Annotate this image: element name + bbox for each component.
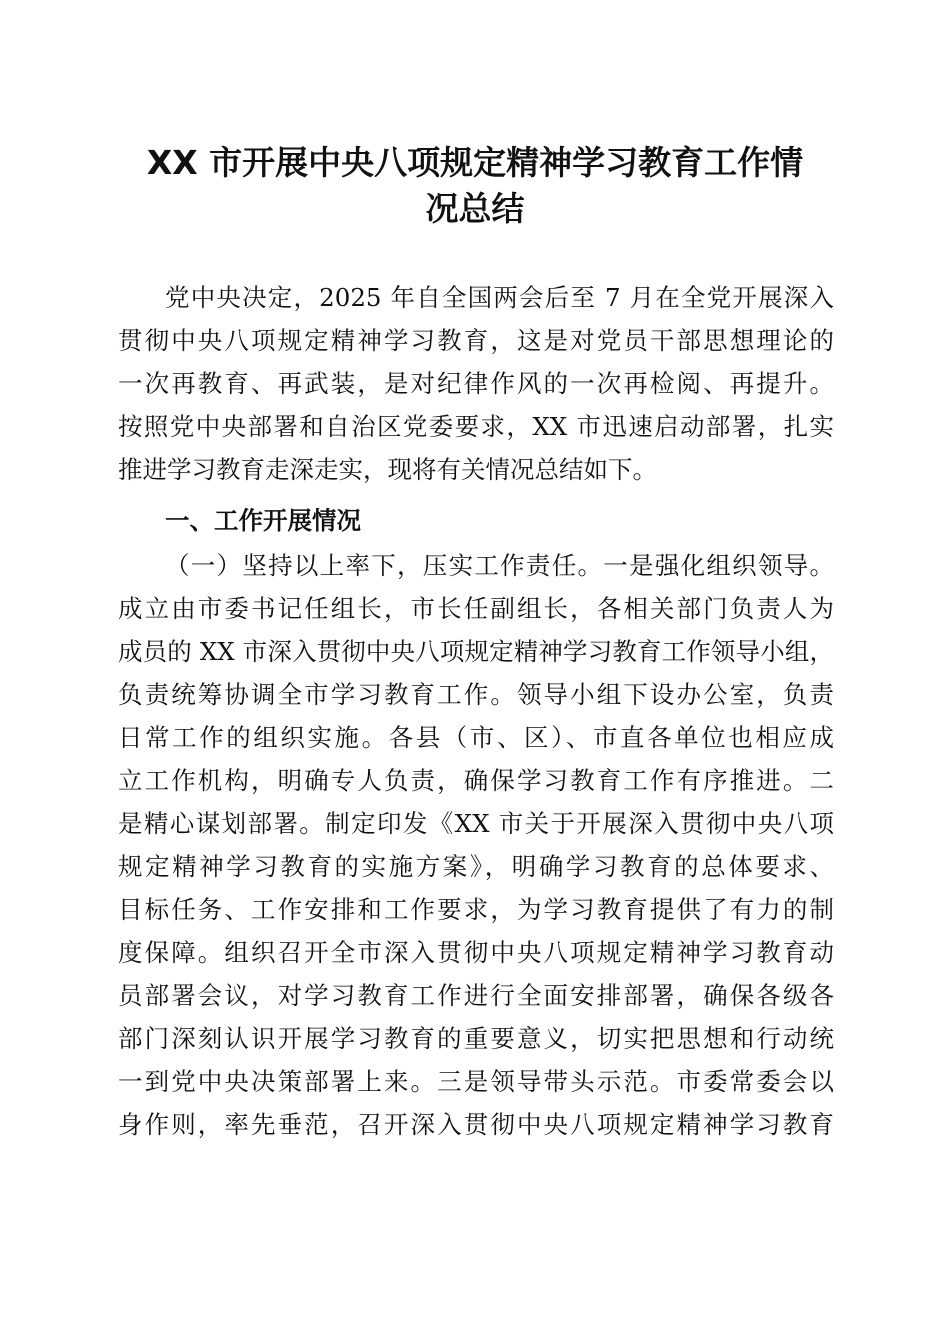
body-line: 日常工作的组织实施。各县（市、区）、市直各单位也相应成 <box>118 723 834 752</box>
intro-line: 党中央决定，2025 年自全国两会后至 7 月在全党开展深入 <box>165 283 834 312</box>
document-title-line-1: XX 市开展中央八项规定精神学习教育工作情 <box>146 143 804 182</box>
body-line: 立工作机构，明确专人负责，确保学习教育工作有序推进。二 <box>118 766 834 795</box>
body-line: 成员的 XX 市深入贯彻中央八项规定精神学习教育工作领导小组， <box>118 637 834 666</box>
body-line: 度保障。组织召开全市深入贯彻中央八项规定精神学习教育动 <box>118 938 834 967</box>
body-line: 员部署会议，对学习教育工作进行全面安排部署，确保各级各 <box>118 981 834 1010</box>
body-line: （一）坚持以上率下，压实工作责任。一是强化组织领导。 <box>165 551 834 580</box>
body-line: 部门深刻认识开展学习教育的重要意义，切实把思想和行动统 <box>118 1024 834 1053</box>
intro-line: 按照党中央部署和自治区党委要求，XX 市迅速启动部署，扎实 <box>118 412 834 441</box>
body-line: 规定精神学习教育的实施方案》，明确学习教育的总体要求、 <box>118 852 834 881</box>
intro-line: 贯彻中央八项规定精神学习教育，这是对党员干部思想理论的 <box>118 326 834 355</box>
intro-line: 一次再教育、再武装，是对纪律作风的一次再检阅、再提升。 <box>118 369 834 398</box>
intro-line: 推进学习教育走深走实，现将有关情况总结如下。 <box>118 455 657 484</box>
body-line: 负责统筹协调全市学习教育工作。领导小组下设办公室，负责 <box>118 680 834 709</box>
document-title-line-2: 况总结 <box>425 189 525 228</box>
body-line: 身作则，率先垂范，召开深入贯彻中央八项规定精神学习教育 <box>118 1110 834 1139</box>
body-line: 一到党中央决策部署上来。三是领导带头示范。市委常委会以 <box>118 1067 834 1096</box>
section-heading: 一、工作开展情况 <box>165 506 361 535</box>
body-line: 是精心谋划部署。制定印发《XX 市关于开展深入贯彻中央八项 <box>118 809 834 838</box>
body-line: 目标任务、工作安排和工作要求，为学习教育提供了有力的制 <box>118 895 834 924</box>
body-line: 成立由市委书记任组长，市长任副组长，各相关部门负责人为 <box>118 594 834 623</box>
